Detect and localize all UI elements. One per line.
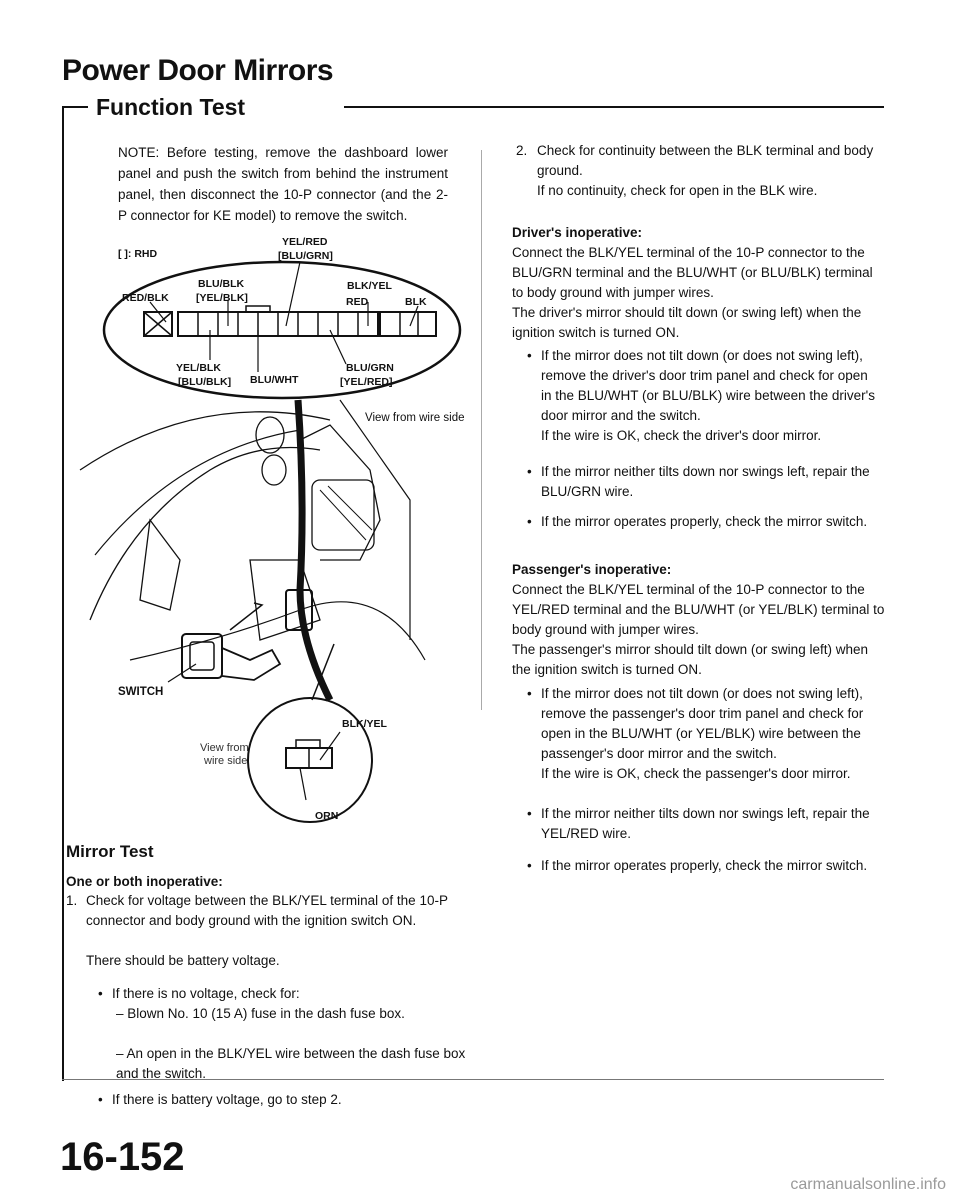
wire-label-blu-wht: BLU/WHT — [250, 374, 299, 386]
wire-label-blu-blk: BLU/BLK — [198, 278, 245, 290]
driver-inoperative-heading: Driver's inoperative: — [512, 225, 643, 240]
passenger-text: Connect the BLK/YEL terminal of the 10-P connector to the YEL/RED terminal and the BLU/WHT (or YEL/BLK) terminal to body ground with jumper wires. — [512, 582, 885, 637]
section-title: Function Test — [96, 94, 246, 120]
passenger-bullet-2: • If the mirror neither tilts down nor swings left, repair the YEL/RED wire. — [527, 806, 870, 841]
wire-label-red: RED — [346, 296, 369, 308]
passenger-bullet-1: • If the mirror does not tilt down (or does not swing left), remove the passenger's door trim panel and check for open in the BLU/WHT (or YEL/BLK) wire between the passenger's door mirror and the switch. — [527, 686, 864, 761]
wire-label-blu-blk-bracket: [BLU/BLK] — [178, 376, 232, 388]
wire-label-blk-yel-2p: BLK/YEL — [342, 718, 387, 730]
watermark-text: carmanualsonline.info — [790, 1176, 946, 1193]
switch-label: SWITCH — [118, 686, 164, 698]
step1-number: 1. — [66, 893, 78, 908]
view-from-wire-side-label: View from wire side — [365, 412, 465, 424]
bullet-battery-voltage: • If there is battery voltage, go to step 2. — [98, 1092, 342, 1107]
wire-label-yel-blk: YEL/BLK — [176, 362, 221, 374]
driver-bullet-3: • If the mirror operates properly, check the mirror switch. — [527, 514, 868, 529]
wire-label-yel-red: YEL/RED — [282, 236, 328, 248]
one-or-both-heading: One or both inoperative: — [66, 874, 223, 889]
wire-label-blu-grn-bracket: [BLU/GRN] — [278, 250, 333, 262]
passenger-bullet-1-b: If the wire is OK, check the passenger's door mirror. — [541, 766, 851, 781]
step2-note: If no continuity, check for open in the BLK wire. — [537, 183, 818, 198]
step1-battery-text: There should be battery voltage. — [86, 953, 280, 968]
view-from-label: View from — [200, 742, 249, 754]
driver-bullet-1: • If the mirror does not tilt down (or does not swing left), remove the driver's door trim panel and check for open in the BLU/WHT (or BLU/BLK) wire between the driver's door mirror and the switch. — [527, 348, 875, 423]
driver-bullet-1-b: If the wire is OK, check the driver's door mirror. — [541, 428, 822, 443]
note-text: NOTE: Before testing, remove the dashboard lower panel and push the switch from behind the instrument panel, then disconnect the 10-P connector (and the 2-P connector for KE model) to remove the switch. — [118, 145, 448, 223]
dash-fuse-text: – Blown No. 10 (15 A) fuse in the dash fuse box. — [116, 1006, 405, 1021]
mirror-test-heading: Mirror Test — [66, 842, 154, 861]
wire-label-yel-red-bracket: [YEL/RED] — [340, 376, 393, 388]
wire-label-yel-blk-bracket: [YEL/BLK] — [196, 292, 248, 304]
wire-label-blk-yel: BLK/YEL — [347, 280, 392, 292]
wire-label-red-blk: RED/BLK — [122, 292, 169, 304]
passenger-inoperative-heading: Passenger's inoperative: — [512, 562, 672, 577]
driver-text-b: The driver's mirror should tilt down (or swing left) when the ignition switch is turned ON. — [512, 305, 862, 340]
step2-number: 2. — [516, 143, 528, 158]
passenger-bullet-3: • If the mirror operates properly, check the mirror switch. — [527, 858, 868, 873]
wire-label-blu-grn: BLU/GRN — [346, 362, 394, 374]
driver-bullet-2: • If the mirror neither tilts down nor swings left, repair the BLU/GRN wire. — [527, 464, 870, 499]
wire-side-label: wire side — [204, 755, 248, 767]
driver-text: Connect the BLK/YEL terminal of the 10-P connector to the BLU/GRN terminal and the BLU/WHT (or BLU/BLK) terminal to body ground with jumper wires. — [512, 245, 873, 300]
wire-label-blk: BLK — [405, 296, 427, 308]
passenger-text-b: The passenger's mirror should tilt down (or swing left) when the ignition switch is turned ON. — [512, 642, 868, 677]
rhd-key-label: [ ]: RHD — [118, 248, 158, 260]
page-number: 16-152 — [60, 1135, 185, 1179]
step2-text: Check for continuity between the BLK terminal and body ground. — [537, 143, 874, 178]
wire-label-orn: ORN — [315, 810, 339, 822]
page-title: Power Door Mirrors — [62, 54, 334, 87]
bullet-no-voltage: • If there is no voltage, check for: — [98, 986, 300, 1001]
open-wire-text: – An open in the BLK/YEL wire between the dash fuse box and the switch. — [116, 1046, 466, 1081]
step1-text: Check for voltage between the BLK/YEL terminal of the 10-P connector and body ground with the ignition switch ON. — [86, 893, 448, 928]
